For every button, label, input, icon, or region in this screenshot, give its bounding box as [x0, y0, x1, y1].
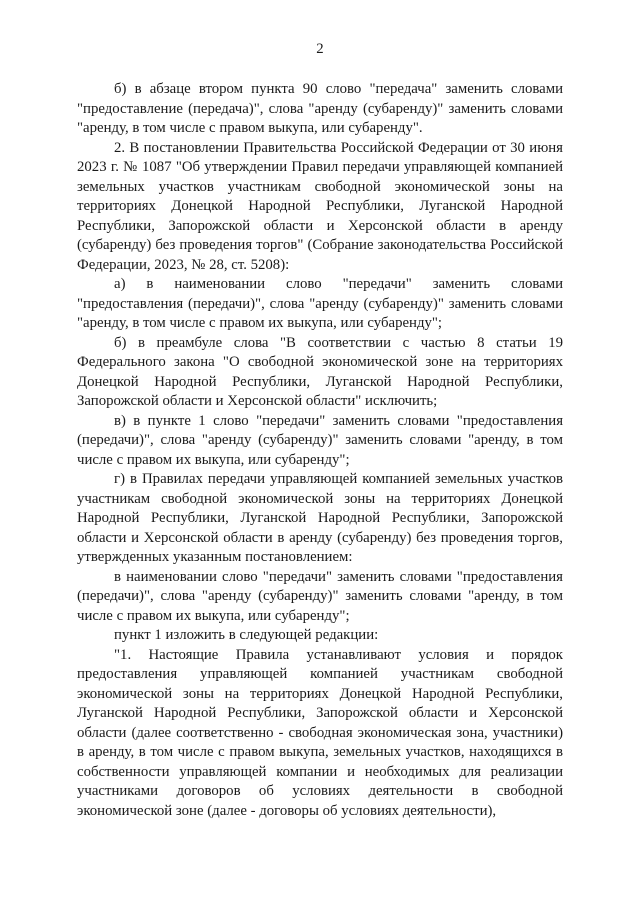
paragraph-item-b-preamble: б) в преамбуле слова "В соответствии с частью 8 статьи 19 Федерального закона "О свободной экономической зоне на территориях Донецкой Народной Республики, Луганской Народной Республики, Запорожской области и Херсонской области" исключить; — [77, 334, 563, 409]
paragraph-point-2: 2. В постановлении Правительства Российской Федерации от 30 июня 2023 г. № 1087 "Об утверждении Правил передачи управляющей компанией земельных участков участникам свободной экономической зоны на территориях Донецкой Народной Республики, Луганской Народной Республики, Запорожской области и Херсонской области в аренду (субаренду) без проведения торгов" (Собрание законодательства Российской Федерации, 2023, № 28, ст. 5208): — [77, 139, 563, 273]
paragraph-item-b-point-90: б) в абзаце втором пункта 90 слово "передача" заменить словами "предоставление (передача)", слова "аренду (субаренду)" заменить словами "аренду, в том числе с правом выкупа, или субаренду". — [77, 81, 563, 136]
paragraph-item-g: г) в Правилах передачи управляющей компанией земельных участков участникам свободной экономической зоны на территориях Донецкой Народной Республики, Луганской Народной Республики, Запорожской области и Херсонской области в аренду (субаренду) без проведения торгов, утвержденных указанным постановлением: — [77, 471, 563, 565]
paragraph-point-1-text: "1. Настоящие Правила устанавливают условия и порядок предоставления управляющей компанией участникам свободной экономической зоны на территориях Донецкой Народной Республики, Луганской Народной Республики, Запорожской области и Херсонской области (далее соответственно - свободная экономическая зона, участники) в аренду, в том числе с правом выкупа, земельных участков, находящихся в собственности управляющей компании и необходимых для реализации участниками договоров об условиях деятельности в свободной экономической зоне (далее - договоры об условиях деятельности), — [77, 646, 563, 819]
document-body — [77, 80, 563, 821]
paragraph-title-change: в наименовании слово "передачи" заменить словами "предоставления (передачи)", слова "аренду (субаренду)" заменить словами "аренду, в том числе с правом их выкупа, или субаренду"; — [77, 568, 563, 624]
page-number: 2 — [316, 41, 324, 57]
paragraph-item-v: в) в пункте 1 слово "передачи" заменить словами "предоставления (передачи)", слова "аренду (субаренду)" заменить словами "аренду, в том числе с правом их выкупа, или субаренду"; — [77, 412, 563, 468]
paragraph-item-a: а) в наименовании слово "передачи" заменить словами "предоставления (передачи)", слова "аренду (субаренду)" заменить словами "аренду, в том числе с правом их выкупа, или субаренду"; — [77, 276, 563, 331]
paragraph-point-1-intro: пункт 1 изложить в следующей редакции: — [114, 627, 379, 643]
